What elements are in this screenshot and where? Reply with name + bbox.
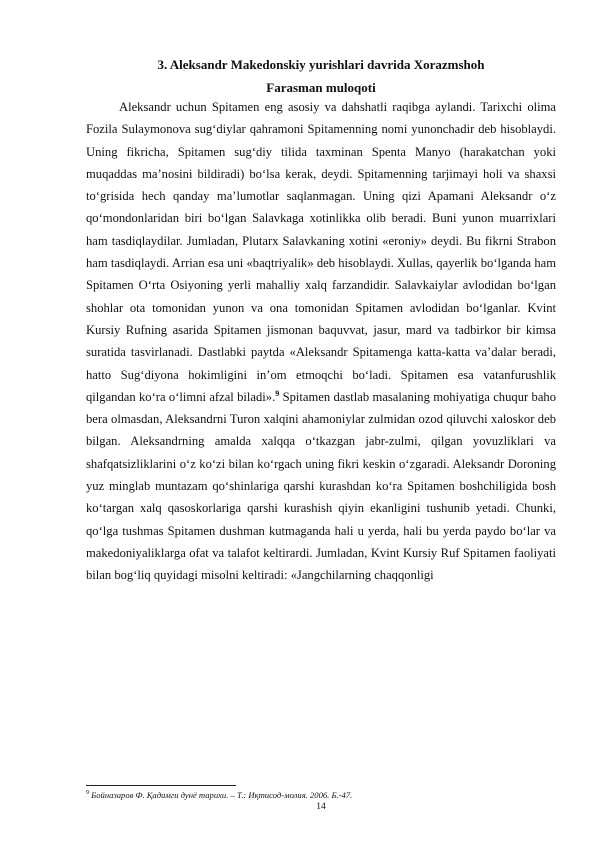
footnote-divider (86, 785, 236, 786)
body-paragraph (86, 96, 556, 587)
section-heading-line-1: 3. Aleksandr Makedonskiy yurishlari davrida Xorazmshoh (157, 57, 485, 72)
footnote-reference[interactable]: 9 (275, 388, 280, 398)
body-text-part-2: Spitamen dastlab masalaning mohiyatiga chuqur baho bera olmasdan, Aleksandrni Turon xalqini ahamoniylar zulmidan ozod qiluvchi xaloskor deb bilgan. Aleksandrning amalda xalqqa o‘tkazgan jabr-zulmi, qilgan yovuzliklari va shafqatsizliklarini o‘z ko‘zi bilan ko‘rgach uning fikri keskin o‘zgaradi. Aleksandr Doroning yuz minglab muntazam qo‘shinlariga qarshi kurashdan ko‘ra Spitamen boshchiligida bosh ko‘targan xalq qasoskorlariga qarshi kurashish qiyin ekanligini tushunib yetadi. Chunki, qo‘lga tushmas Spitamen dushman kutmaganda hali u yerda, hali bu yerda paydo bo‘lar va makedoniyaliklarga ofat va talafot keltirardi. Jumladan, Kvint Kursiy Ruf Spitamen faoliyati bilan bog‘liq quyidagi misolni keltiradi: «Jangchilarning chaqqonligi (86, 389, 556, 583)
footnote (86, 788, 556, 801)
section-heading-line-2: Farasman muloqoti (266, 80, 376, 95)
footnote-number: 9 (86, 790, 89, 796)
body-text (86, 96, 556, 587)
footnote-text: Бойназаров Ф. Қадимги дунё тарихи. – Т.: Иқтисод-молия. 2006. Б.-47. (91, 789, 353, 800)
page-number: 14 (316, 802, 326, 812)
body-text-part-1: Aleksandr uchun Spitamen eng asosiy va dahshatli raqibga aylandi. Tarixchi olima Fozila Sulaymonova sug‘diylar qahramoni Spitamenning nomi yunonchadir deb hisoblaydi. Uning fikricha, Spitamen sug‘diy tilida taxminan Spenta Manyo (harakatchan yoki muqaddas ma’nosini bildiradi) bo‘lsa kerak, deydi. Spitamenning tarjimayi holi va shaxsi to‘grisida hech qanday ma’lumotlar saqlanmagan. Uning qizi Apamani Aleksandr o‘z qo‘mondonlaridan biri bo‘lgan Salavkaga xotinlikka olib beradi. Buni yunon muarrixlari ham tasdiqlaydilar. Jumladan, Plutarx Salavkaning xotini «eroniy» deydi. Bu fikrni Strabon ham tasdiqlaydi. Arrian esa uni «baqtriyalik» deb hisoblaydi. Xullas, qayerlik bo‘lganda ham Spitamen O‘rta Osiyoning yerli mahalliy xalq farzandidir. Salavkaiylar avlodidan bo‘lgan shohlar ota tomonidan yunon va ona tomonidan Spitamen avlodidan bo‘lganlar. Kvint Kursiy Rufning asarida Spitamen jismonan baquvvat, jasur, mard va tadbirkor bir kimsa suratida tasvirlanadi. Dastlabki paytda «Aleksandr Spitamenga katta-katta va’dalar beradi, hatto Sug‘diyona hokimligini in’om etmoqchi bo‘ladi. Spitamen esa vatanfurushlik qilgandan ko‘ra o‘limni afzal biladi». (86, 100, 556, 404)
